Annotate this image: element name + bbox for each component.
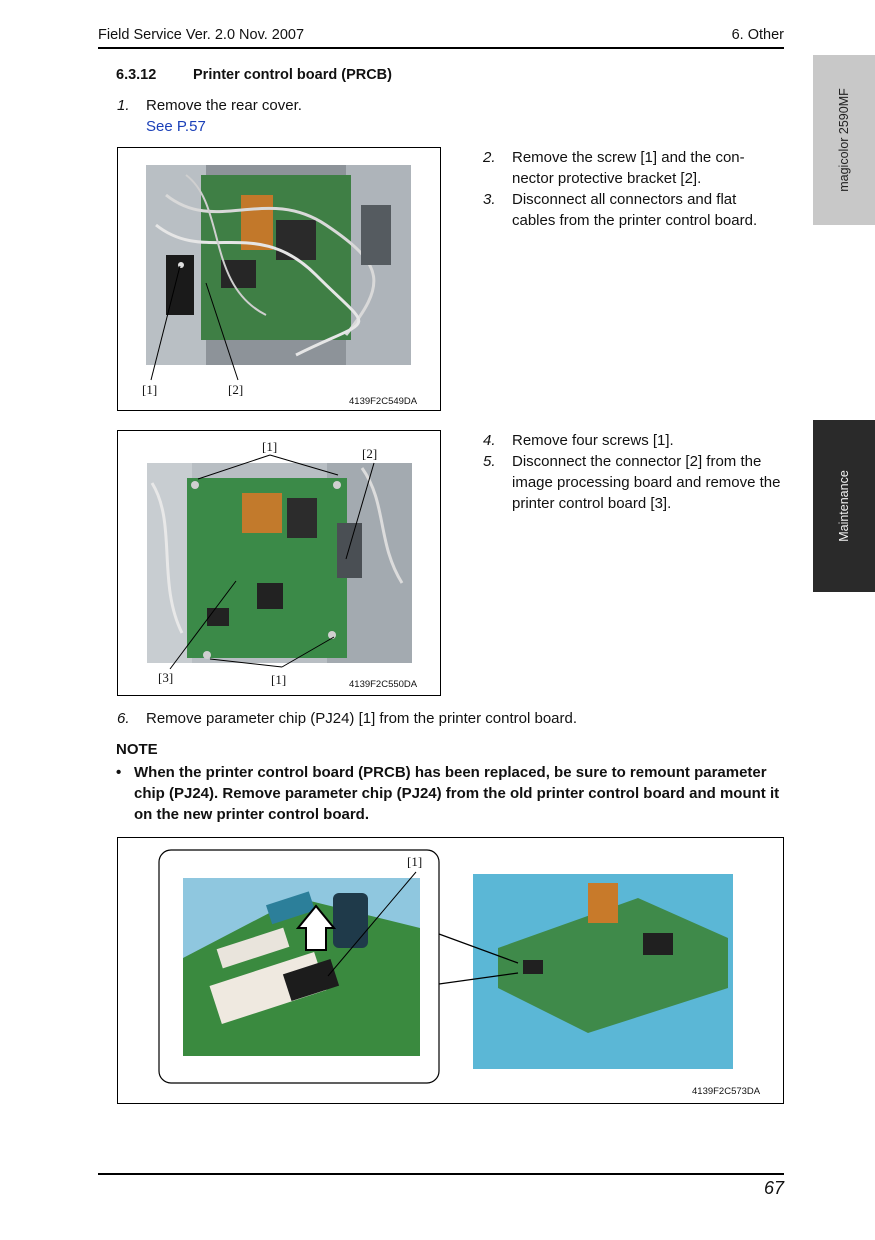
- header-right: 6. Other: [731, 27, 784, 43]
- callout-2: [2]: [362, 446, 378, 461]
- footer-rule: [98, 1173, 784, 1175]
- figure-2: [117, 430, 441, 696]
- callout-2: [2]: [228, 382, 244, 397]
- section-side-tab: [813, 420, 875, 592]
- callout-1: [1]: [262, 439, 278, 454]
- model-tab-label: magicolor 2590MF: [837, 88, 852, 192]
- section-tab-label: Maintenance: [837, 470, 852, 542]
- figure-3-caption: 4139F2C573DA: [692, 1086, 761, 1097]
- step-number: 4.: [483, 432, 496, 449]
- step-text: Remove parameter chip (PJ24) [1] from the printer control board.: [146, 710, 578, 727]
- figure-3-art: [118, 838, 783, 1103]
- header-left: Field Service Ver. 2.0 Nov. 2007: [98, 27, 305, 43]
- note-text: When the printer control board (PRCB) has been replaced, be sure to remount parameter chip (PJ24). Remove parameter chip (PJ24) from the old printer control board and mount it on the new printer control board.: [134, 764, 780, 823]
- header-rule: [98, 47, 784, 49]
- figure-1-leaders: [118, 148, 440, 410]
- model-side-tab: [813, 55, 875, 225]
- step-number: 6.: [117, 710, 130, 727]
- callout-1: [1]: [142, 382, 158, 397]
- section-title: [116, 67, 392, 83]
- figure-1: [117, 147, 441, 411]
- step-5: [483, 451, 783, 514]
- callout-1: [1]: [407, 854, 423, 869]
- callout-3: [3]: [158, 670, 174, 685]
- callout-1-bottom: [1]: [271, 672, 287, 687]
- step-1: [117, 95, 447, 137]
- note-bullet: •: [116, 764, 122, 781]
- step-text: Disconnect all connectors and flat cables from the printer control board.: [512, 191, 758, 229]
- step-number: 2.: [483, 149, 496, 166]
- step-2: [483, 147, 783, 189]
- step-6: [117, 708, 777, 729]
- note-body: [116, 762, 784, 825]
- step-text: Remove the rear cover.: [146, 97, 302, 114]
- page-number: 67: [763, 1178, 784, 1198]
- section-number: 6.3.12: [116, 67, 157, 83]
- step-text: Remove four screws [1].: [512, 432, 674, 449]
- step-text: Disconnect the connector [2] from the image processing board and remove the printer control board [3].: [512, 453, 781, 512]
- step-number: 3.: [483, 191, 496, 208]
- section-title-text: Printer control board (PRCB): [193, 67, 392, 83]
- step-number: 5.: [483, 453, 496, 470]
- step-4: [483, 430, 783, 451]
- step-3: [483, 189, 783, 231]
- figure-2-leaders: [118, 431, 440, 695]
- step-number: 1.: [117, 97, 130, 114]
- note-title: NOTE: [116, 741, 158, 758]
- step-text: Remove the screw [1] and the con-nector protective bracket [2].: [512, 149, 745, 187]
- figure-2-caption: 4139F2C550DA: [349, 679, 418, 690]
- figure-1-caption: 4139F2C549DA: [349, 396, 418, 407]
- figure-3: [117, 837, 784, 1104]
- see-page-link[interactable]: See P.57: [146, 118, 206, 135]
